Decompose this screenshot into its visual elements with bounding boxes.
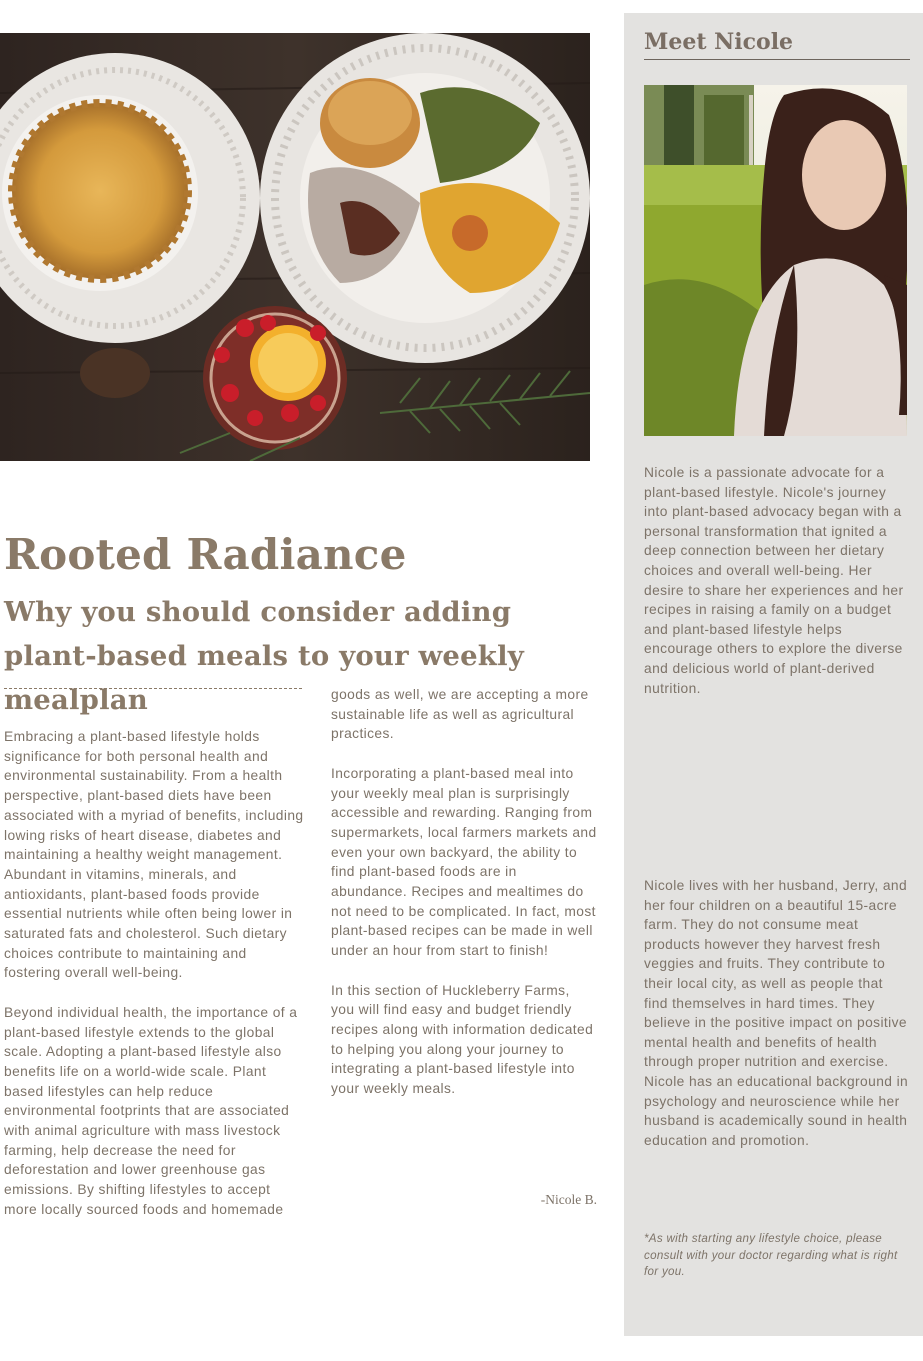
author-sidebar — [624, 13, 923, 1336]
author-bio-family — [644, 876, 910, 1150]
paragraph: Beyond individual health, the importance of a plant-based lifestyle extends to the global scale. Adopting a plant-based lifestyle also benefits life on a world-wide scale. Plant based lifestyles can help reduce environmental footprints that are associated with animal agriculture with mass livestock farming, help decrease the need for deforestation and lower greenhouse gas emissions. By shifting lifestyles to accept more locally sourced foods and homemade — [4, 1004, 298, 1217]
paragraph: Incorporating a plant-based meal into your weekly meal plan is surprisingly accessible and rewarding. Ranging from supermarkets, local farmers markets and even your own backyard, the ability to find plant-based foods are in abundance. Recipes and mealtimes do not need to be complicated. In fact, most plant-based recipes can be made in well under an hour from start to finish! — [331, 765, 597, 959]
hero-food-image — [0, 33, 590, 461]
paragraph: Nicole has an educational background in psychology and neuroscience while her husband is academically sound in health education and promotion. — [644, 1073, 909, 1148]
paragraph: goods as well, we are accepting a more sustainable life as well as agricultural practices. — [331, 687, 589, 742]
article-column-1 — [4, 727, 306, 1239]
author-bio-intro: Nicole is a passionate advocate for a plant-based lifestyle. Nicole's journey into plant-based advocacy began with a personal transformation that ignited a deep connection between her dietary choices and overall well-being. Her desire to share her experiences and her recipes in raising a family on a budget and plant-based lifestyle helps encourage others to explore the diverse and delicious world of plant-derived nutrition. — [644, 465, 904, 696]
health-disclaimer: *As with starting any lifestyle choice, please consult with your doctor regarding what is right for you. — [644, 1232, 898, 1278]
article-subtitle: Why you should consider adding plant-based meals to your weekly mealplan — [4, 596, 524, 716]
dashed-divider — [4, 688, 302, 689]
article-title: Rooted Radiance — [4, 530, 407, 579]
author-portrait — [644, 85, 907, 436]
paragraph: In this section of Huckleberry Farms, you will find easy and budget friendly recipes along with information dedicated to helping you along your journey to integrating a plant-based lifestyle into your weekly meals. — [331, 982, 594, 1097]
article-column-2 — [331, 685, 597, 1118]
paragraph: Embracing a plant-based lifestyle holds significance for both personal health and environmental sustainability. From a health perspective, plant-based diets have been associated with a myriad of benefits, including lowing risks of heart disease, diabetes and maintaining a healthy weight management. Abundant in vitamins, minerals, and antioxidants, plant-based foods provide essential nutrients while often being lower in saturated fats and cholesterol. Such dietary choices contribute to maintaining and fostering overall well-being. — [4, 729, 304, 981]
author-signature: -Nicole B. — [540, 1192, 597, 1207]
paragraph: Nicole lives with her husband, Jerry, and her four children on a beautiful 15-acre farm. They do not consume meat products however they harvest fresh veggies and fruits. They contribute to their local city, as well as people that find themselves in hard times. They believe in the positive impact on positive mental health and benefits of health through proper nutrition and exercise. — [644, 878, 908, 1070]
sidebar-heading: Meet Nicole — [644, 29, 910, 60]
